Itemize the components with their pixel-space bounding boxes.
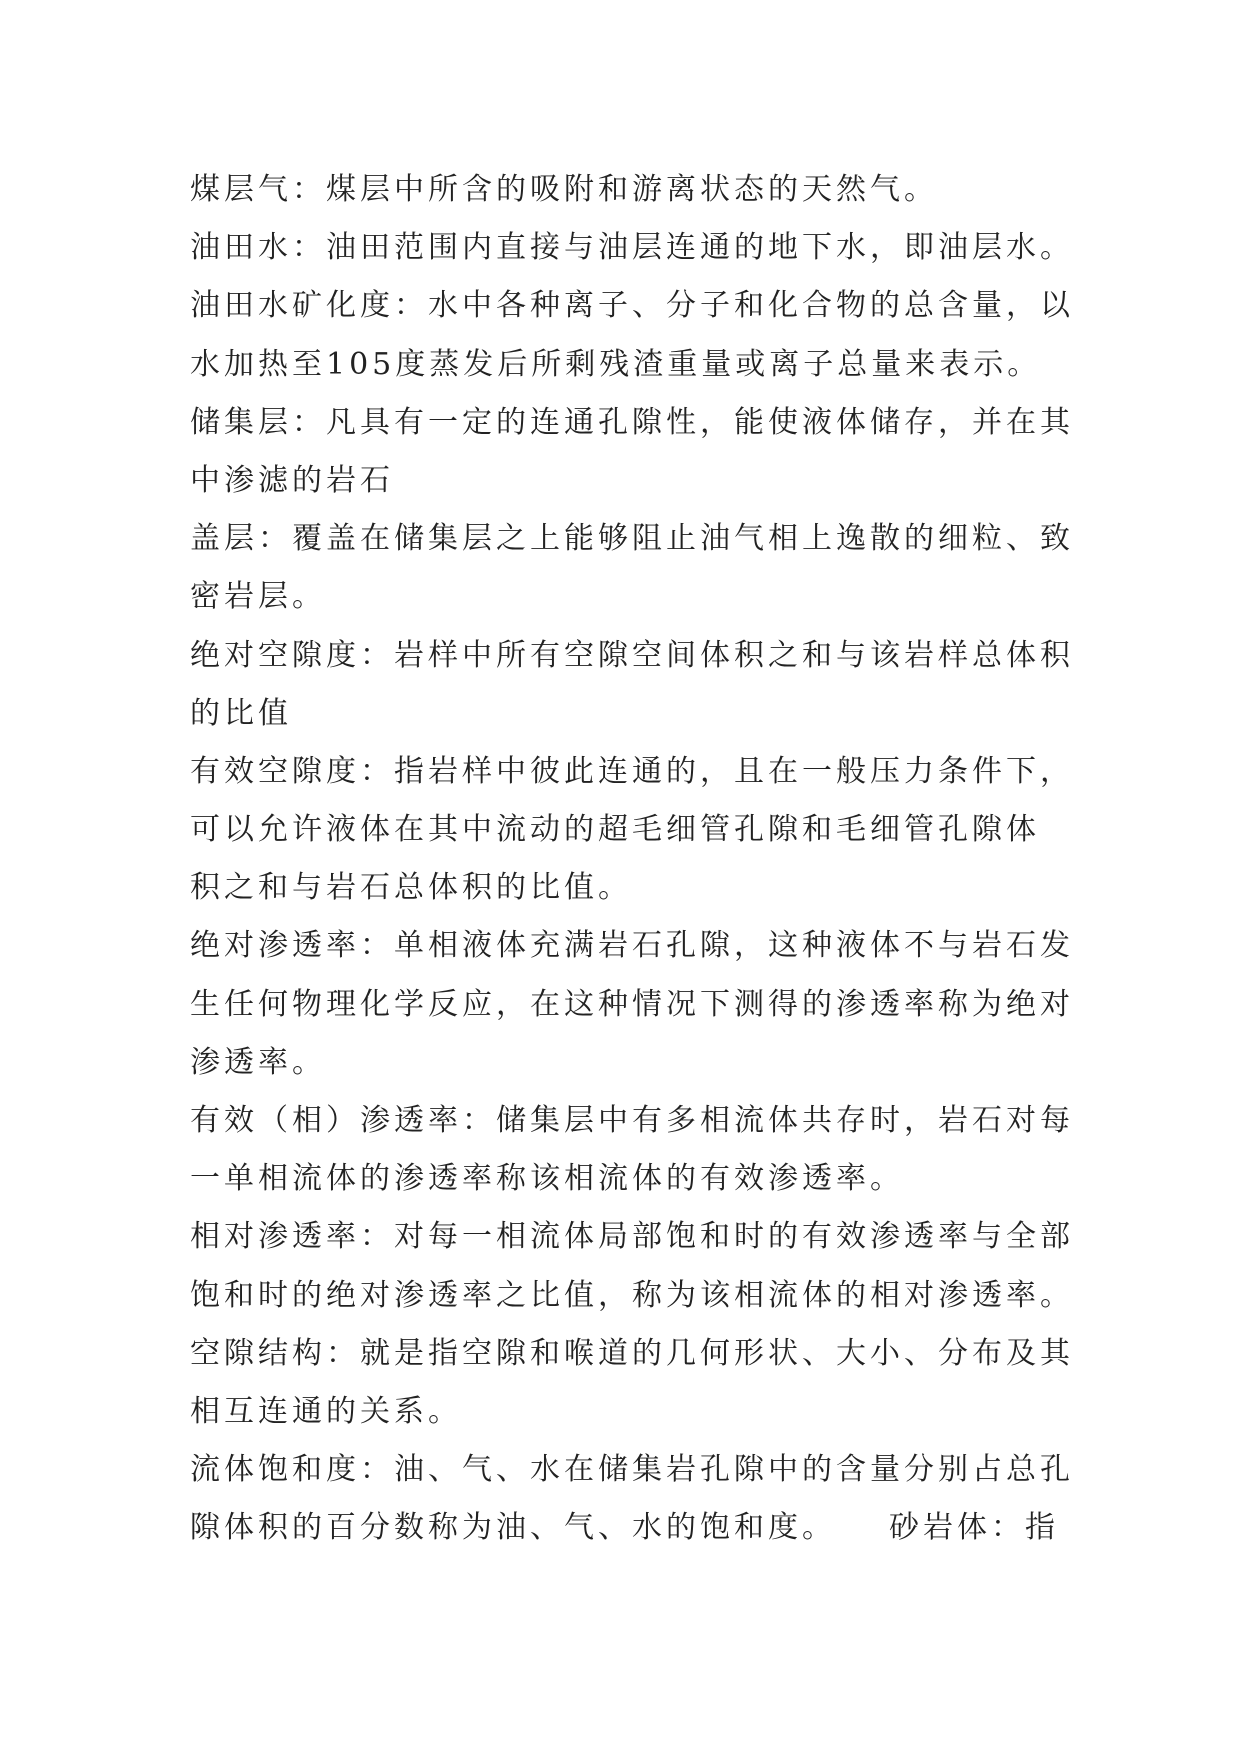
text-line: 可以允许液体在其中流动的超毛细管孔隙和毛细管孔隙体 — [190, 812, 1040, 848]
document-body — [190, 161, 1074, 1558]
text-line: 中渗滤的岩石 — [190, 462, 394, 498]
text-line: 相互连通的关系。 — [190, 1393, 462, 1429]
text-line: 生任何物理化学反应，在这种情况下测得的渗透率称为绝对 — [190, 986, 1074, 1022]
text-line: 油田水：油田范围内直接与油层连通的地下水，即油层水。 — [190, 230, 1074, 266]
text-line: 空隙结构：就是指空隙和喉道的几何形状、大小、分布及其 — [190, 1335, 1074, 1371]
text-line: 有效（相）渗透率：储集层中有多相流体共存时，岩石对每 — [190, 1103, 1074, 1138]
text-line: 的比值 — [190, 695, 292, 731]
text-line: 流体饱和度：油、气、水在储集岩孔隙中的含量分别占总孔 — [190, 1452, 1074, 1488]
text-line: 相对渗透率：对每一相流体局部饱和时的有效渗透率与全部 — [190, 1219, 1074, 1255]
text-line: 积之和与岩石总体积的比值。 — [190, 870, 632, 906]
text-line: 绝对空隙度：岩样中所有空隙空间体积之和与该岩样总体积 — [190, 637, 1074, 673]
text-line: 一单相流体的渗透率称该相流体的有效渗透率。 — [190, 1161, 904, 1197]
text-line: 隙体积的百分数称为油、气、水的饱和度。 砂岩体：指 — [190, 1510, 1059, 1546]
text-line: 有效空隙度：指岩样中彼此连通的，且在一般压力条件下， — [190, 753, 1074, 789]
text-line: 渗透率。 — [190, 1044, 326, 1080]
text-line: 储集层：凡具有一定的连通孔隙性，能使液体储存，并在其 — [190, 404, 1074, 440]
text-line: 密岩层。 — [190, 579, 326, 615]
text-line: 盖层：覆盖在储集层之上能够阻止油气相上逸散的细粒、致 — [190, 521, 1074, 557]
text-line: 绝对渗透率：单相液体充满岩石孔隙，这种液体不与岩石发 — [190, 928, 1074, 964]
text-line: 水加热至105度蒸发后所剩残渣重量或离子总量来表示。 — [190, 346, 1042, 382]
text-line: 饱和时的绝对渗透率之比值，称为该相流体的相对渗透率。 — [190, 1277, 1074, 1313]
text-line: 油田水矿化度：水中各种离子、分子和化合物的总含量，以 — [190, 288, 1074, 324]
text-line: 煤层气：煤层中所含的吸附和游离状态的天然气。 — [190, 172, 938, 207]
